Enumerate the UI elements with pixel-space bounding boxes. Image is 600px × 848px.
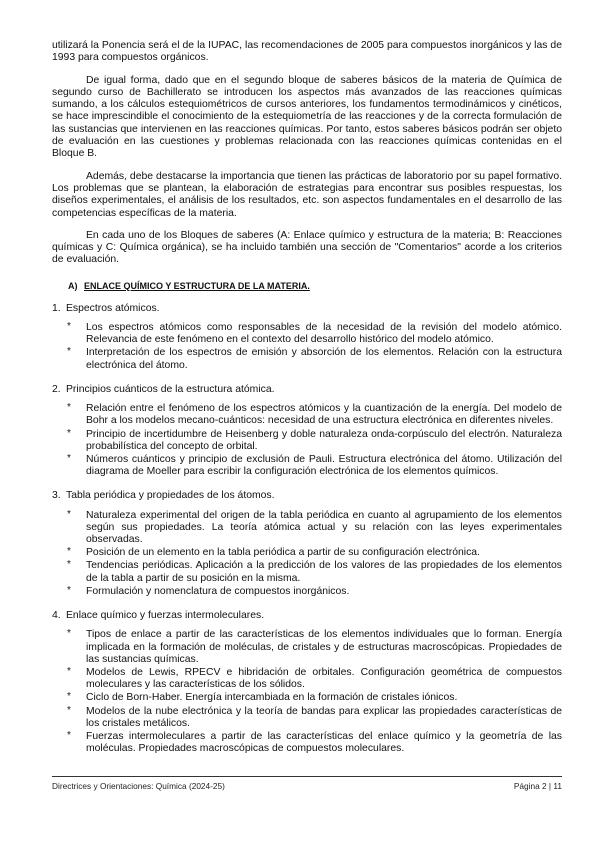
list-item-text: Relación entre el fenómeno de los espectros atómicos y la cuantización de la energía. Del modelo de Bohr a los modelos mecano-cuánticos: necesidad de una estructura electrónica en diferentes niveles. [86, 403, 562, 427]
topic-title: Espectros atómicos. [66, 302, 160, 314]
list-item-text: Tipos de enlace a partir de las características de los elementos individuales que lo forman. Energía implicada en la formación de moléculas, de cristales y de estructuras macroscópicas. Propiedades de las sustancias químicas. [86, 629, 562, 665]
list-item-text: Interpretación de los espectros de emisión y absorción de los elementos. Relación con la estructura electrónica del átomo. [86, 347, 562, 371]
topic-heading [52, 384, 562, 396]
topic-heading [52, 303, 562, 315]
list-item [67, 508, 562, 547]
topic-heading [52, 490, 562, 502]
topic-items [52, 629, 562, 755]
topic-number: 1. [52, 302, 61, 314]
page-footer [52, 776, 562, 791]
list-item [67, 452, 562, 478]
list-item-text: Modelos de Lewis, RPECV e hibridación de orbitales. Configuración geométrica de compuestos moleculares y las características de los sólidos. [86, 667, 562, 691]
section-heading [68, 281, 562, 291]
list-item-text: Posición de un elemento en la tabla periódica a partir de su configuración electrónica. [86, 547, 480, 559]
bullet-marker: * [67, 628, 71, 640]
bullet-marker: * [67, 691, 71, 703]
list-item [67, 704, 562, 730]
list-item [67, 402, 562, 427]
intro-paragraph-1: utilizará la Ponencia será el de la IUPAC, las recomendaciones de 2005 para compuestos inorgánicos y las de 1993 para compuestos orgánicos. [52, 40, 562, 64]
list-item-text: Naturaleza experimental del origen de la tabla periódica en cuanto al agrupamiento de los elementos según sus propiedades. La teoría atómica actual y su relación con las leyes experimentales observadas. [86, 509, 562, 546]
list-item [67, 691, 562, 704]
bullet-marker: * [67, 346, 71, 358]
topic-title: Tabla periódica y propiedades de los átomos. [66, 490, 275, 502]
bullet-marker: * [67, 584, 71, 596]
bullet-marker: * [67, 452, 71, 464]
list-item [67, 427, 562, 453]
document-body [52, 40, 562, 756]
list-item-text: Los espectros atómicos como responsables de la necesidad de la revisión del modelo atómico. Relevancia de este fenómeno en el contexto del desarrollo histórico del modelo atómico. [86, 322, 562, 346]
list-item [67, 666, 562, 691]
list-item-text: Números cuánticos y principio de exclusión de Pauli. Estructura electrónica del átomo. Utilización del diagrama de Moeller para escribir la configuración electrónica de los elementos químicos. [86, 453, 562, 478]
footer-document-title: Directrices y Orientaciones: Química (2024-25) [52, 781, 225, 791]
bullet-marker: * [67, 704, 71, 716]
intro-paragraph-4: En cada uno de los Bloques de saberes (A: Enlace químico y estructura de la materia; B: Reacciones químicas y C: Química orgánica), se ha incluido también una sección de "Comentarios" acorde a los criterios de evaluación. [52, 229, 562, 266]
list-item [67, 584, 562, 598]
bullet-marker: * [67, 559, 71, 571]
topic-items [52, 510, 562, 598]
topic-title: Principios cuánticos de la estructura atómica. [66, 383, 275, 395]
topic-items [52, 322, 562, 372]
topic-items [52, 403, 562, 478]
list-item [67, 321, 562, 346]
topic-number: 2. [52, 383, 61, 395]
list-item-text: Formulación y nomenclatura de compuestos inorgánicos. [86, 585, 350, 597]
section-title: ENLACE QUÍMICO Y ESTRUCTURA DE LA MATERIA. [84, 280, 310, 291]
list-item [67, 559, 562, 584]
bullet-marker: * [67, 321, 71, 333]
topic-list [52, 303, 562, 756]
list-item-text: Modelos de la nube electrónica y la teoría de bandas para explicar las propiedades características de los cristales metálicos. [86, 705, 562, 729]
list-item [67, 628, 562, 666]
bullet-marker: * [67, 402, 71, 414]
section-label: A) [68, 280, 78, 291]
topic-title: Enlace químico y fuerzas intermoleculares. [66, 610, 265, 622]
bullet-marker: * [67, 508, 71, 520]
list-item [67, 346, 562, 371]
bullet-marker: * [67, 730, 71, 742]
footer-page-number: Página 2 | 11 [513, 781, 562, 791]
bullet-marker: * [67, 427, 71, 439]
bullet-marker: * [67, 546, 71, 558]
intro-paragraph-2: De igual forma, dado que en el segundo bloque de saberes básicos de la materia de Química de segundo curso de Bachillerato se introducen los aspectos más avanzados de las reacciones químicas sumando, a los cálculos estequiométricos de cursos anteriores, los fundamentos termodinámicos y cinéticos, se hace imprescindible el conocimiento de la estequiometría de las reacciones y de la correcta formulación de las sustancias que intervienen en las reacciones químicas. Por tanto, estos saberes básicos podrán ser objeto de evaluación en las cuestiones y problemas relacionada con las reacciones químicas contenidas en el Bloque B. [52, 74, 562, 160]
list-item-text: Tendencias periódicas. Aplicación a la predicción de los valores de las propiedades de los elementos de la tabla a partir de su posición en la misma. [86, 560, 562, 584]
topic-number: 3. [52, 490, 61, 502]
list-item [67, 730, 562, 755]
list-item [67, 546, 562, 559]
topic-number: 4. [52, 610, 61, 622]
topic-heading [52, 610, 562, 622]
intro-paragraph-3: Además, debe destacarse la importancia que tienen las prácticas de laboratorio por su papel formativo. Los problemas que se plantean, la elaboración de estrategias para encontrar sus posibles respuestas, los diseños experimentales, el análisis de los resultados, etc. son aspectos fundamentales en el desarrollo de las competencias específicas de la materia. [52, 170, 562, 219]
bullet-marker: * [67, 666, 71, 677]
list-item-text: Fuerzas intermoleculares a partir de las características del enlace químico y la geometría de las moléculas. Propiedades macroscópicas de compuestos moleculares. [86, 731, 562, 755]
list-item-text: Ciclo de Born-Haber. Energía intercambiada en la formación de cristales iónicos. [86, 692, 458, 704]
list-item-text: Principio de incertidumbre de Heisenberg y doble naturaleza onda-corpúsculo del electrón. Naturaleza probabilística del concepto de orbital. [86, 428, 562, 452]
